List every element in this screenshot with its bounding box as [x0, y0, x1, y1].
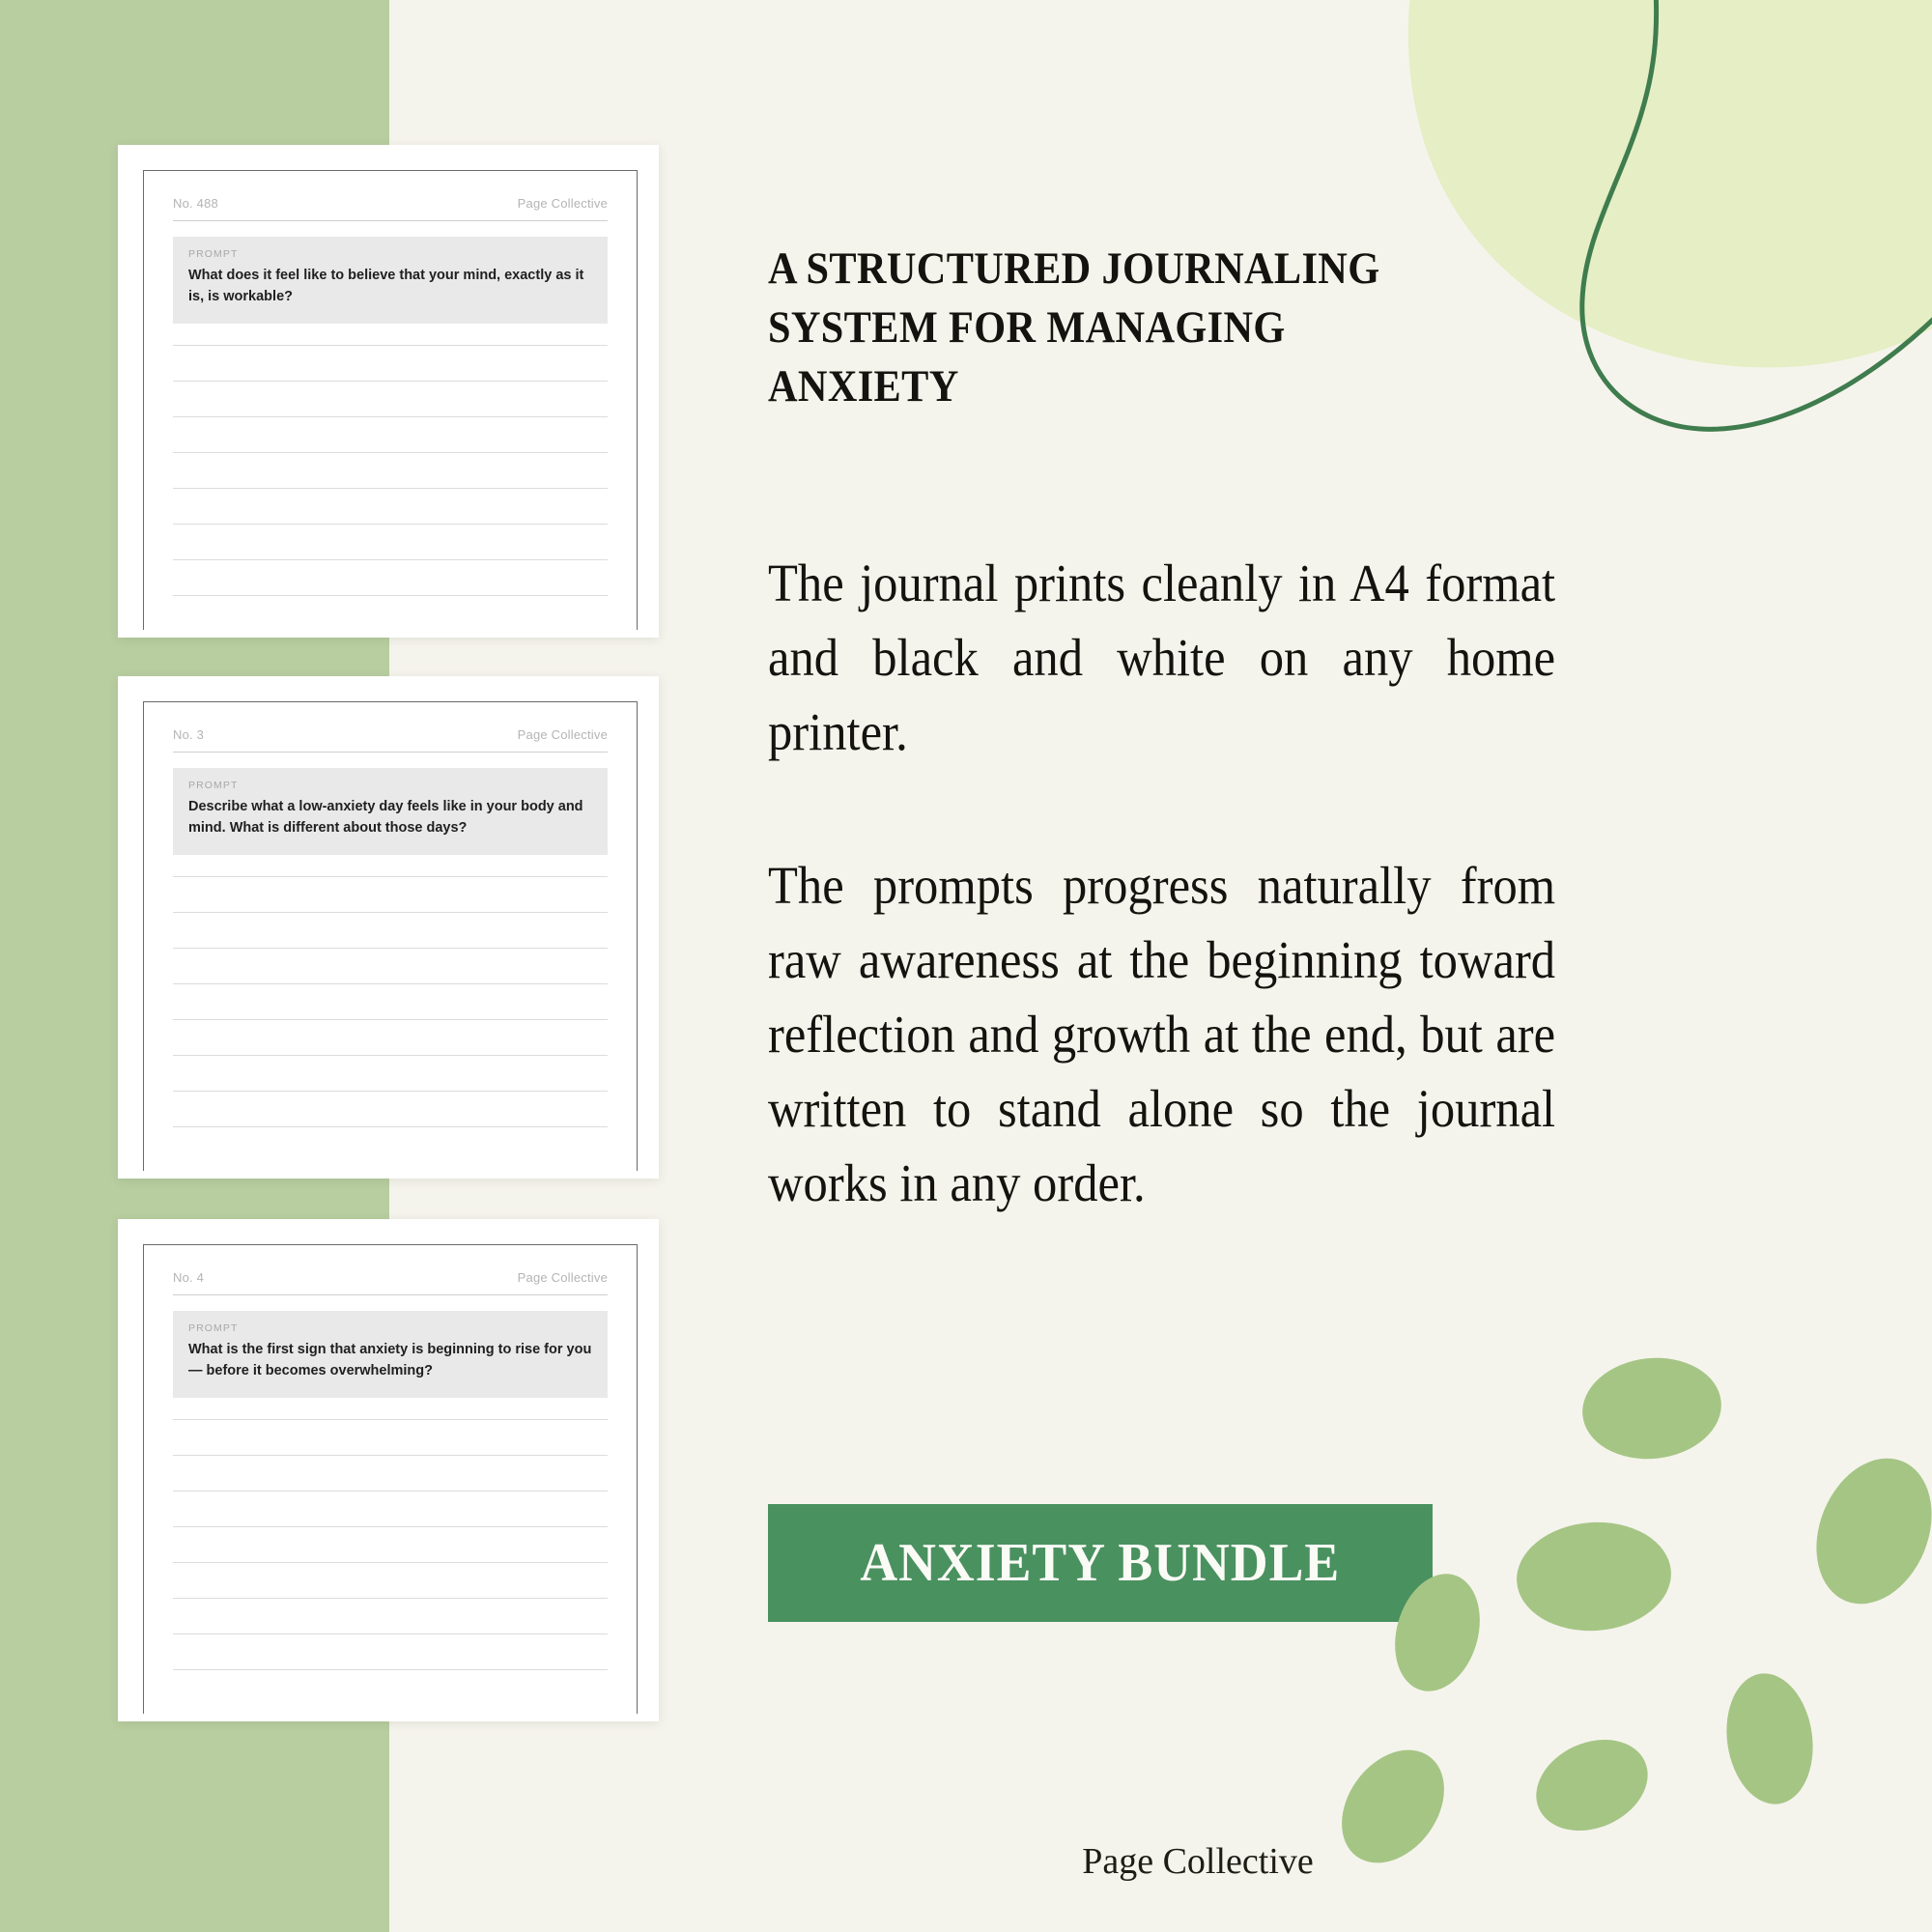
- prompt-box: [173, 768, 608, 855]
- rule-line: [173, 559, 608, 560]
- rule-line: [173, 524, 608, 525]
- journal-page-header: [173, 1270, 608, 1285]
- rule-line: [173, 1019, 608, 1020]
- prompt-text: Describe what a low-anxiety day feels like in your body and mind. What is different about those days?: [188, 799, 583, 837]
- ruled-lines: [173, 1419, 608, 1670]
- anxiety-bundle-button[interactable]: [768, 1504, 1433, 1622]
- header-divider: [173, 1294, 608, 1295]
- rule-line: [173, 1491, 608, 1492]
- rule-line: [173, 1562, 608, 1563]
- journal-page-number: No. 4: [173, 1270, 205, 1285]
- journal-page-brand: Page Collective: [517, 727, 608, 742]
- journal-page-sheet: [143, 170, 638, 630]
- header-divider: [173, 220, 608, 221]
- rule-line: [173, 1419, 608, 1420]
- journal-page-header: [173, 196, 608, 211]
- body-paragraph-2: The prompts progress naturally from raw awareness at the beginning toward reflection and growth at the end, but are written to stand alone so the journal works in any order.: [768, 856, 1556, 1212]
- ruled-lines: [173, 345, 608, 596]
- content-column: [768, 0, 1628, 1932]
- journal-page-brand: Page Collective: [517, 1270, 608, 1285]
- footer-brand: Page Collective: [1082, 1841, 1314, 1882]
- prompt-text: What is the first sign that anxiety is beginning to rise for you — before it becomes overwhelming?: [188, 1342, 592, 1379]
- rule-line: [173, 452, 608, 453]
- rule-line: [173, 983, 608, 984]
- rule-line: [173, 1126, 608, 1127]
- body-paragraph-1: The journal prints cleanly in A4 format and black and white on any home printer.: [768, 554, 1556, 761]
- rule-line: [173, 948, 608, 949]
- green-step-top: [0, 0, 389, 145]
- prompt-kicker: PROMPT: [188, 248, 239, 260]
- journal-page-header: [173, 727, 608, 742]
- green-step-middle: [119, 638, 389, 678]
- rule-line: [173, 416, 608, 417]
- page-title-line-2: SYSTEM FOR MANAGING ANXIETY: [768, 302, 1286, 412]
- rule-line: [173, 1455, 608, 1456]
- rule-line: [173, 488, 608, 489]
- header-divider: [173, 752, 608, 753]
- green-step-lower: [119, 1179, 389, 1221]
- rule-line: [173, 1091, 608, 1092]
- journal-page-card[interactable]: [118, 1219, 659, 1721]
- rule-line: [173, 1526, 608, 1527]
- prompt-kicker: PROMPT: [188, 780, 239, 791]
- ruled-lines: [173, 876, 608, 1127]
- rule-line: [173, 912, 608, 913]
- prompt-box: [173, 237, 608, 324]
- journal-page-brand: Page Collective: [517, 196, 608, 211]
- rule-line: [173, 381, 608, 382]
- leaf-icon: [1796, 1441, 1932, 1622]
- leaf-icon: [1719, 1668, 1821, 1810]
- journal-page-card[interactable]: [118, 145, 659, 638]
- rule-line: [173, 1055, 608, 1056]
- page-title-line-1: A STRUCTURED JOURNALING: [768, 243, 1380, 294]
- prompt-box: [173, 1311, 608, 1398]
- prompt-text: What does it feel like to believe that your mind, exactly as it is, is workable?: [188, 268, 584, 305]
- journal-page-card[interactable]: [118, 676, 659, 1179]
- anxiety-bundle-button-label: ANXIETY BUNDLE: [860, 1533, 1341, 1593]
- journal-page-sheet: [143, 1244, 638, 1714]
- rule-line: [173, 1598, 608, 1599]
- journal-page-number: No. 488: [173, 196, 218, 211]
- rule-line: [173, 876, 608, 877]
- journal-page-number: No. 3: [173, 727, 205, 742]
- journal-page-sheet: [143, 701, 638, 1171]
- rule-line: [173, 1669, 608, 1670]
- rule-line: [173, 345, 608, 346]
- page-title: [768, 240, 1481, 416]
- rule-line: [173, 595, 608, 596]
- prompt-kicker: PROMPT: [188, 1322, 239, 1334]
